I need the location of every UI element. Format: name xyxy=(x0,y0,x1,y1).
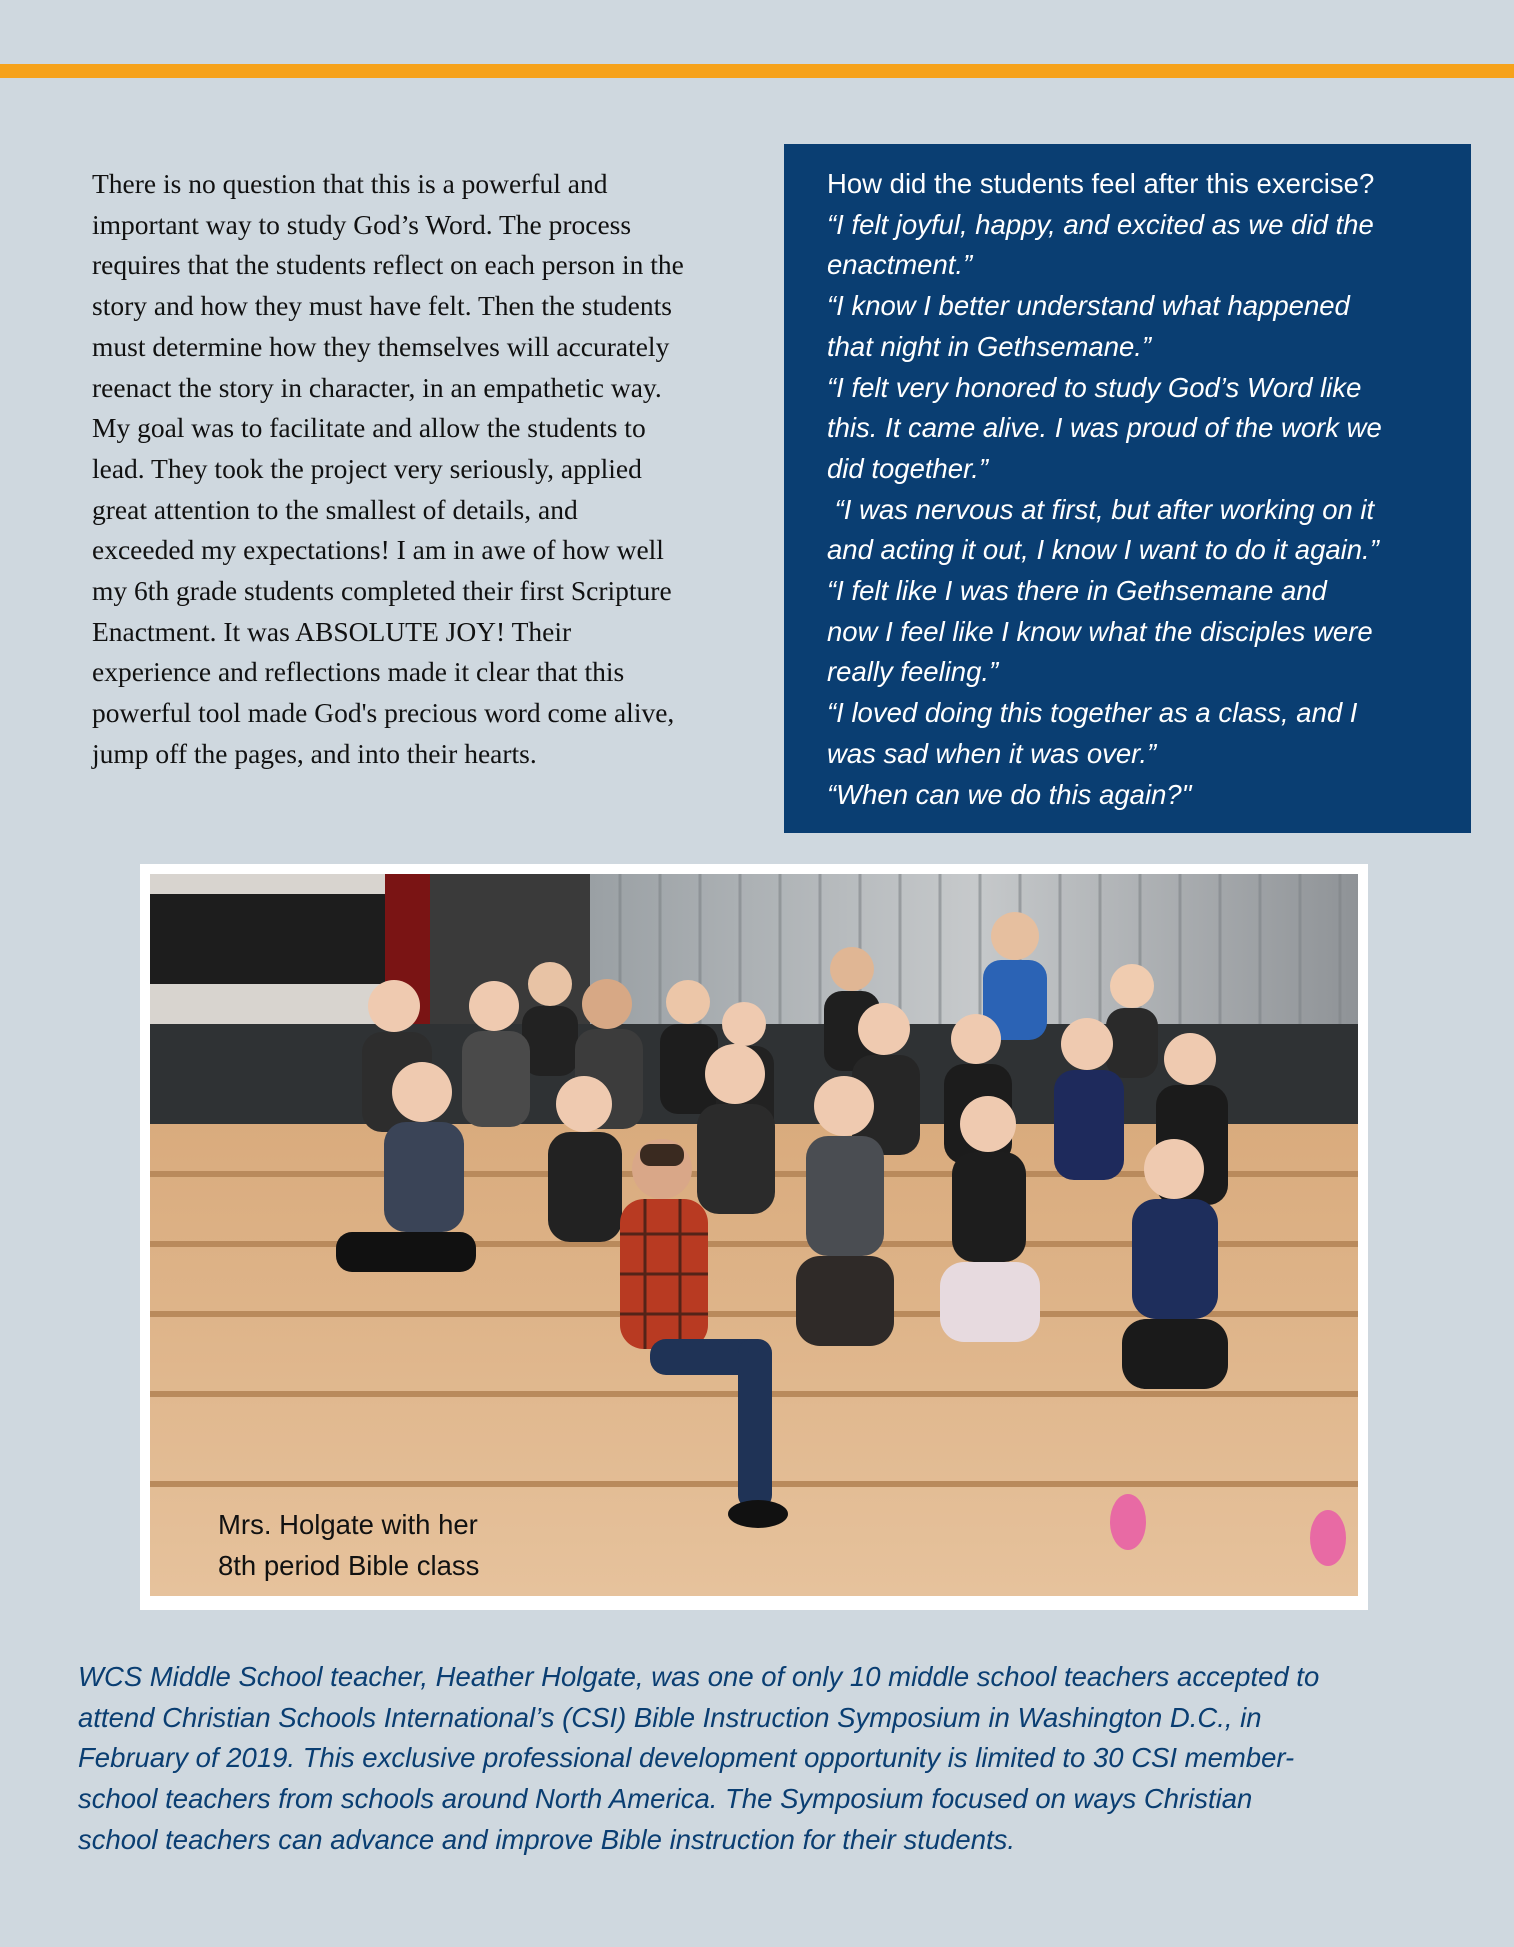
quote-line: enactment.” xyxy=(827,249,973,281)
quote-line: really feeling.” xyxy=(827,656,999,688)
symposium-line: school teachers from schools around North America. The Symposium focused on ways Christian xyxy=(78,1783,1253,1815)
quote-line: “I felt like I was there in Gethsemane and xyxy=(827,575,1327,607)
symposium-line: February of 2019. This exclusive professional development opportunity is limited to 30 CSI member- xyxy=(78,1742,1295,1774)
article-line: My goal was to facilitate and allow the students to xyxy=(92,412,646,444)
quote-line: “I felt joyful, happy, and excited as we did the xyxy=(827,208,1374,240)
quote-line: now I feel like I know what the disciples were xyxy=(827,615,1373,647)
quote-line: “I know I better understand what happened xyxy=(827,290,1350,322)
quote-line: and acting it out, I know I want to do it again.” xyxy=(827,534,1379,566)
quote-line: “I was nervous at first, but after working on it xyxy=(827,493,1375,525)
article-line: requires that the students reflect on each person in the xyxy=(92,249,684,281)
article-line: exceeded my expectations! I am in awe of how well xyxy=(92,534,664,566)
quote-line: this. It came alive. I was proud of the work we xyxy=(827,412,1382,444)
quote-line: “I felt very honored to study God’s Word like xyxy=(827,371,1362,403)
article-line: jump off the pages, and into their hearts. xyxy=(92,737,537,769)
article-line: great attention to the smallest of details, and xyxy=(92,493,578,525)
student-quotes-box xyxy=(784,144,1471,833)
photo-caption-line: Mrs. Holgate with her xyxy=(218,1509,478,1540)
quotes-question: How did the students feel after this exercise? xyxy=(827,168,1375,199)
article-line: experience and reflections made it clear that this xyxy=(92,656,625,688)
article-line: must determine how they themselves will accurately xyxy=(92,330,670,362)
quote-line: that night in Gethsemane.” xyxy=(827,330,1152,362)
article-line: story and how they must have felt. Then the students xyxy=(92,290,672,322)
quote-line: was sad when it was over.” xyxy=(827,737,1157,769)
article-line: powerful tool made God's precious word come alive, xyxy=(92,697,675,729)
quote-line: did together.” xyxy=(827,452,989,484)
photo-caption-line: 8th period Bible class xyxy=(218,1550,480,1581)
article-line: There is no question that this is a powerful and xyxy=(92,168,608,199)
symposium-line: WCS Middle School teacher, Heather Holgate, was one of only 10 middle school teachers accepted to xyxy=(78,1661,1320,1692)
top-accent-rule xyxy=(0,64,1514,78)
article-line: lead. They took the project very seriously, applied xyxy=(92,452,642,484)
class-photo-illustration xyxy=(150,874,1358,1596)
symposium-line: school teachers can advance and improve Bible instruction for their students. xyxy=(78,1823,1016,1855)
article-body xyxy=(92,164,752,775)
photo-caption xyxy=(218,1504,479,1586)
article-line: Enactment. It was ABSOLUTE JOY! Their xyxy=(92,615,572,647)
class-photo xyxy=(150,874,1358,1596)
article-line: important way to study God’s Word. The process xyxy=(92,208,632,240)
quote-line: “I loved doing this together as a class, and I xyxy=(827,697,1358,729)
article-line: my 6th grade students completed their first Scripture xyxy=(92,575,672,607)
class-photo-frame xyxy=(140,864,1368,1610)
symposium-note xyxy=(78,1657,1458,1861)
symposium-line: attend Christian Schools International’s (CSI) Bible Instruction Symposium in Washington D.C., in xyxy=(78,1701,1262,1733)
article-line: reenact the story in character, in an empathetic way. xyxy=(92,371,662,403)
quote-line: “When can we do this again?" xyxy=(827,778,1192,810)
